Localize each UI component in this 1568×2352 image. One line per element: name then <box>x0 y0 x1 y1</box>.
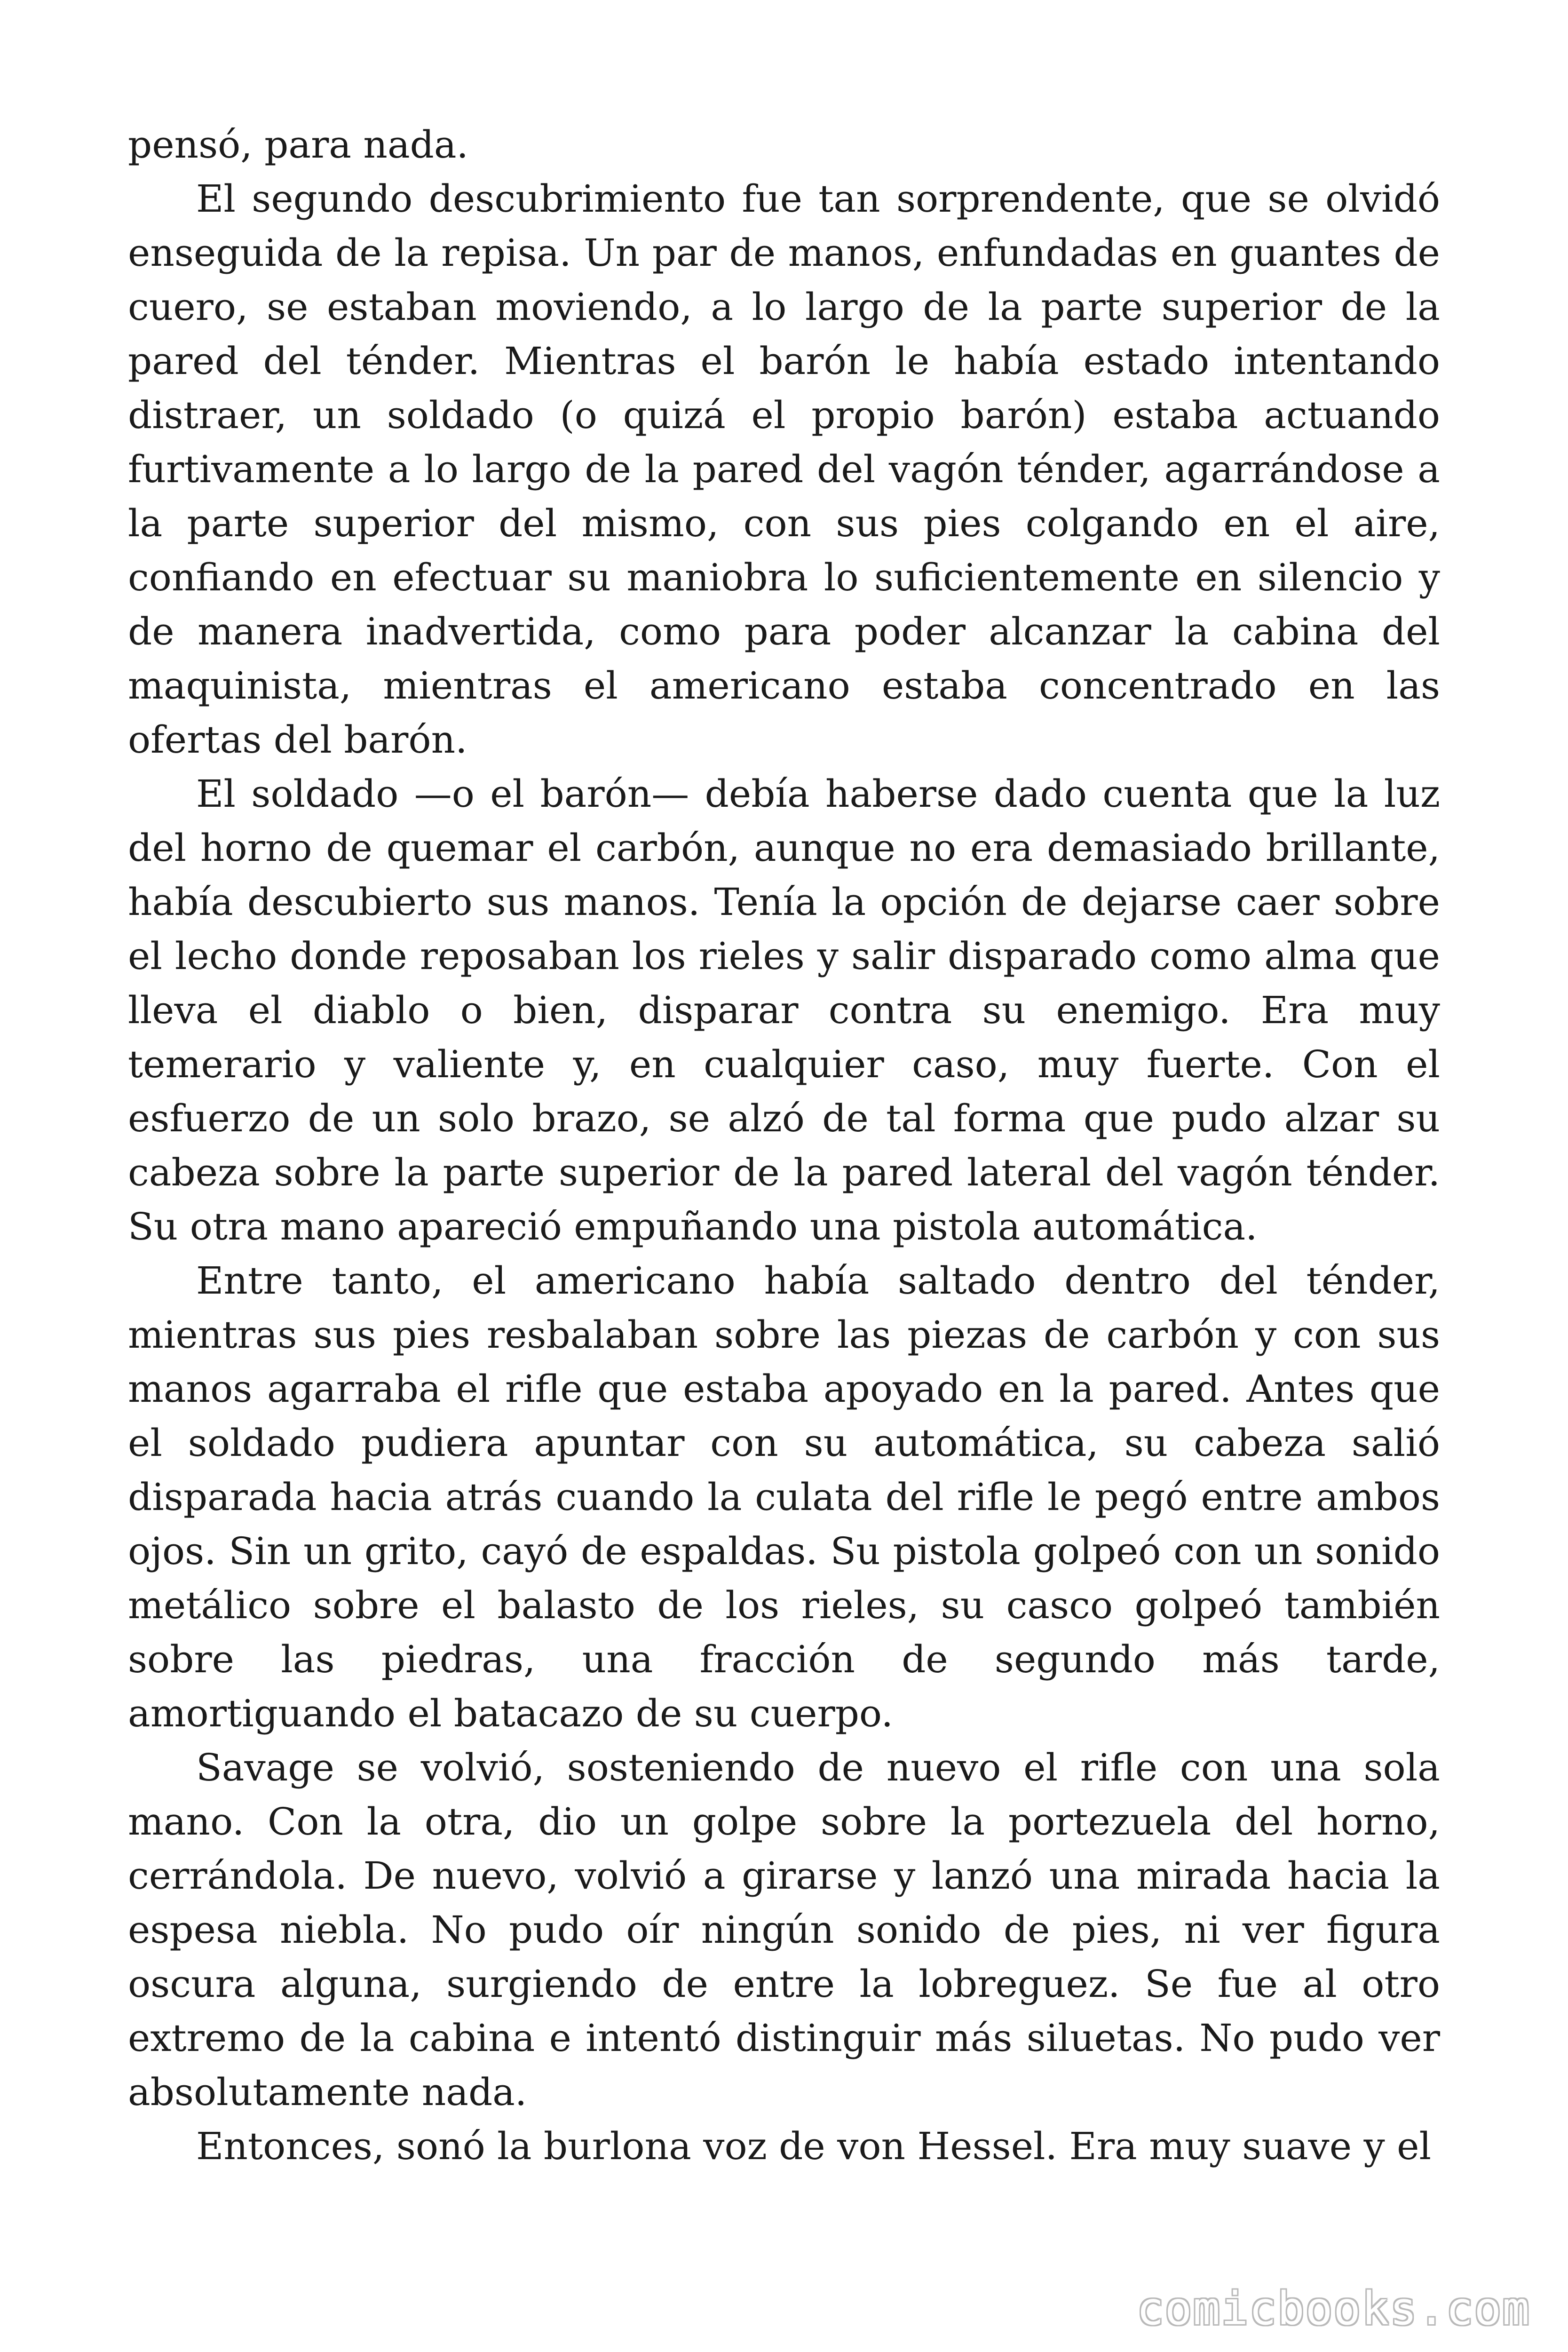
watermark-text: comicbooks.com <box>1136 2282 1530 2335</box>
paragraph: Entonces, sonó la burlona voz de von Hessel. Era muy suave y el <box>196 2124 1432 2168</box>
paragraph: Savage se volvió, sosteniendo de nuevo el rifle con una sola mano. Con la otra, dio un golpe sobre la portezuela del horno, cerrándola. De nuevo, volvió a girarse y lanzó una mirada hacia la espesa niebla. No pudo oír ningún sonido de pies, ni ver figura oscura alguna, surgiendo de entre la lobreguez. Se fue al otro extremo de la cabina e intentó distinguir más siluetas. No pudo ver absolutamente nada. <box>128 1746 1440 2114</box>
paragraph-continued: pensó, para nada. <box>128 123 468 167</box>
paragraph: El soldado —o el barón— debía haberse dado cuenta que la luz del horno de quemar el carbón, aunque no era demasiado brillante, había descubierto sus manos. Tenía la opción de dejarse caer sobre el lecho donde reposaban los rieles y salir disparado como alma que lleva el diablo o bien, disparar contra su enemigo. Era muy temerario y valiente y, en cualquier caso, muy fuerte. Con el esfuerzo de un solo brazo, se alzó de tal forma que pudo alzar su cabeza sobre la parte superior de la pared lateral del vagón ténder. Su otra mano apareció empuñando una pistola automática. <box>128 772 1440 1248</box>
paragraph: Entre tanto, el americano había saltado dentro del ténder, mientras sus pies resbalaban sobre las piezas de carbón y con sus manos agarraba el rifle que estaba apoyado en la pared. Antes que el soldado pudiera apuntar con su automática, su cabeza salió disparada hacia atrás cuando la culata del rifle le pegó entre ambos ojos. Sin un grito, cayó de espaldas. Su pistola golpeó con un sonido metálico sobre el balasto de los rieles, su casco golpeó también sobre las piedras, una fracción de segundo más tarde, amortiguando el batacazo de su cuerpo. <box>128 1259 1440 1735</box>
paragraph: El segundo descubrimiento fue tan sorprendente, que se olvidó enseguida de la repisa. Un par de manos, enfundadas en guantes de cuero, se estaban moviendo, a lo largo de la parte superior de la pared del ténder. Mientras el barón le había estado intentando distraer, un soldado (o quizá el propio barón) estaba actuando furtivamente a lo largo de la pared del vagón ténder, agarrándose a la parte superior del mismo, con sus pies colgando en el aire, confiando en efectuar su maniobra lo suficientemente en silencio y de manera inadvertida, como para poder alcanzar la cabina del maquinista, mientras el americano estaba concentrado en las ofertas del barón. <box>128 177 1440 762</box>
page-body <box>128 118 1440 2173</box>
